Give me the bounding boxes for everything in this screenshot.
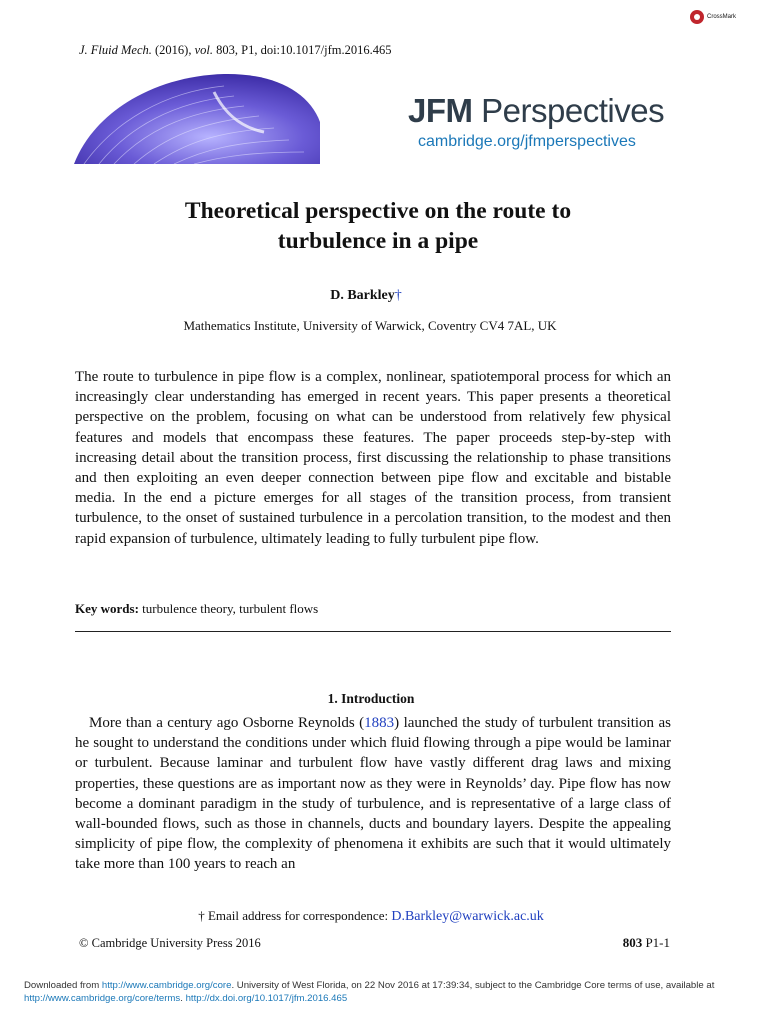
doi-link[interactable]: http://dx.doi.org/10.1017/jfm.2016.465 <box>185 993 348 1004</box>
introduction-paragraph <box>75 713 671 875</box>
jfm-perspectives-url[interactable]: cambridge.org/jfmperspectives <box>418 133 636 150</box>
download-sep: . <box>180 993 186 1004</box>
author-name: D. Barkley <box>330 288 395 303</box>
crossmark-icon <box>690 10 704 24</box>
article-title-line-1: Theoretical perspective on the route to <box>184 198 572 224</box>
section-heading: 1. Introduction <box>327 691 415 706</box>
correspondence-footnote <box>0 908 742 925</box>
divider-rule <box>75 631 671 632</box>
journal-vol-label: vol. <box>194 43 213 57</box>
keywords <box>75 601 318 617</box>
crossmark-badge[interactable] <box>690 10 736 24</box>
article-title-line-2: turbulence in a pipe <box>277 228 479 254</box>
author-footnote-link[interactable]: † <box>394 288 402 303</box>
jfm-perspectives-title <box>408 92 664 130</box>
keywords-list: turbulence theory, turbulent flows <box>142 601 319 616</box>
intro-text-start: More than a century ago Osborne Reynolds ( <box>89 715 365 731</box>
download-notice <box>24 979 744 1005</box>
citation-link[interactable]: 1883 <box>364 715 395 731</box>
email-link[interactable]: D.Barkley@warwick.ac.uk <box>391 909 544 924</box>
footnote-label: Email address for correspondence: <box>207 908 389 923</box>
journal-reference <box>79 43 391 58</box>
journal-doi: 803, P1, doi:10.1017/jfm.2016.465 <box>216 43 392 57</box>
jfm-banner-swirl-image <box>74 72 320 164</box>
journal-name: J. Fluid Mech. <box>79 43 152 57</box>
download-middle: . University of West Florida, on 22 Nov 2016 at 17:39:34, subject to the Cambridge Core terms of use, available at <box>231 980 715 991</box>
page-id: P1-1 <box>642 935 670 950</box>
intro-text-rest: ) launched the study of turbulent transition as he sought to understand the conditions under which fluid flowing through a pipe would be laminar or turbulent. Because laminar and turbulent flow have vastly different drag laws and mixing properties, these questions are as important now as they were in Reynolds’ day. Pipe flow has now become a dominant paradigm in the study of turbulence, and is representative of a large class of wall-bounded flows, such as those in channels, ducts and boundary layers. Despite the appealing simplicity of pipe flow, the complexity of phenomena it exhibits are such that it would ultimately take more than 100 years to reach an <box>75 715 671 873</box>
footnote-mark: † <box>198 908 205 923</box>
download-prefix: Downloaded from <box>24 980 102 991</box>
journal-year: (2016), <box>155 43 192 57</box>
jfm-title-bold: JFM <box>408 92 473 129</box>
author-line <box>0 288 722 304</box>
core-link[interactable]: http://www.cambridge.org/core <box>101 980 232 991</box>
jfm-title-rest: Perspectives <box>472 92 665 129</box>
page-volume: 803 <box>622 935 643 950</box>
abstract: The route to turbulence in pipe flow is a complex, nonlinear, spatiotemporal process for which an increasingly clear understanding has emerged in recent years. This paper presents a theoretical perspective on the problem, focusing on what can be understood from relatively few physical features and models that encompass these features. The paper proceeds step-by-step with increasing detail about the transition process, first discussing the relationship to phase transitions and then exploiting an even deeper connection between pipe flow and excitable and bistable media. In the end a picture emerges for all stages of the transition process, from transient turbulence, to the onset of sustained turbulence in a percolation transition, to the modest and then rapid expansion of turbulence, ultimately leading to fully turbulent pipe flow. <box>75 369 671 547</box>
copyright: © Cambridge University Press 2016 <box>79 936 261 950</box>
page-number <box>623 935 670 951</box>
affiliation: Mathematics Institute, University of Warwick, Coventry CV4 7AL, UK <box>183 318 557 333</box>
article-title <box>0 196 734 256</box>
crossmark-label: CrossMark <box>707 14 737 20</box>
keywords-label: Key words: <box>75 601 139 616</box>
terms-link[interactable]: http://www.cambridge.org/core/terms <box>24 993 181 1004</box>
